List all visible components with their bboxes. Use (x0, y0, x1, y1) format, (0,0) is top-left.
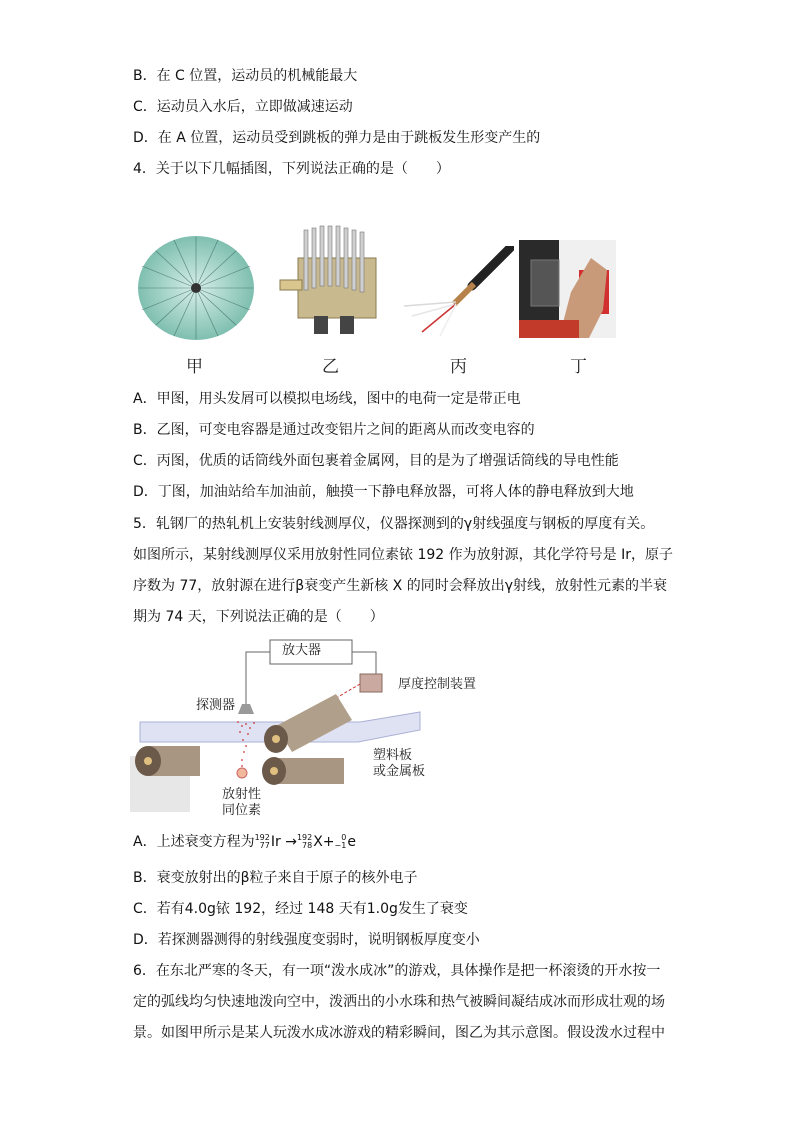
q6-stem-line3: 景。如图甲所示是某人玩泼水成冰游戏的精彩瞬间，图乙为其示意图。假设泼水过程中 (133, 1025, 665, 1041)
label-plate-line2: 或金属板 (373, 764, 426, 779)
electron-symbol: e (347, 834, 356, 850)
label-detector: 探测器 (196, 698, 236, 713)
ir-nuclide-indices: 192 77 (254, 833, 270, 850)
label-source-line2: 同位素 (222, 803, 262, 818)
q5-option-a (133, 832, 356, 852)
q6-stem-line2: 定的弧线均匀快速地泼向空中，泼洒出的小水珠和热气被瞬间凝结成冰而形成壮观的场 (133, 994, 665, 1010)
q4-option-a: A．甲图，用头发屑可以模拟电场线，图中的电荷一定是带正电 (133, 391, 521, 407)
label-thickness-controller: 厚度控制装置 (398, 677, 477, 692)
q4-option-b: B．乙图，可变电容器是通过改变铝片之间的距离从而改变电容的 (133, 422, 535, 438)
q4-option-d: D．丁图，加油站给车加油前，触摸一下静电释放器，可将人体的静电释放到大地 (133, 484, 634, 500)
figure-thickness-gauge (130, 636, 470, 822)
label-plate-line1: 塑料板 (373, 748, 413, 763)
caption-jia: 甲 (186, 357, 203, 377)
figure-ding-static-discharger (519, 240, 616, 338)
q5-option-d: D．若探测器测得的射线强度变弱时，说明钢板厚度变小 (133, 932, 480, 948)
x-symbol: X+ (313, 834, 335, 850)
ir-symbol: Ir (270, 834, 281, 850)
q5-option-c: C．若有4.0g铱 192，经过 148 天有1.0g发生了衰变 (133, 901, 468, 917)
caption-ding: 丁 (570, 357, 587, 377)
q4-stem: 4．关于以下几幅插图，下列说法正确的是（ ） (133, 161, 450, 177)
q5-stem-line3: 序数为 77，放射源在进行β衰变产生新核 X 的同时会释放出γ射线，放射性元素的半衰 (133, 578, 667, 594)
q5-option-b: B．衰变放射出的β粒子来自于原子的核外电子 (133, 870, 418, 886)
reaction-arrow: → (285, 834, 297, 850)
q5-stem-line1: 5．轧钢厂的热轧机上安装射线测厚仪，仪器探测到的γ射线强度与钢板的厚度有关。 (133, 516, 655, 532)
q3-option-b: B．在 C 位置，运动员的机械能最大 (133, 68, 358, 84)
figure-bing-shielded-cable (402, 246, 514, 342)
q5-stem-line2: 如图所示，某射线测厚仪采用放射性同位素铱 192 作为放射源，其化学符号是 Ir，原子 (133, 547, 673, 563)
x-nuclide-indices: 192 78 (296, 833, 313, 850)
q3-option-c: C．运动员入水后，立即做减速运动 (133, 99, 353, 115)
figure-yi-variable-capacitor (276, 218, 382, 342)
q3-option-d: D．在 A 位置，运动员受到跳板的弹力是由于跳板发生形变产生的 (133, 130, 541, 146)
caption-bing: 丙 (450, 357, 467, 377)
electron-indices: 0 −1 (334, 833, 347, 850)
q6-stem-line1: 6．在东北严寒的冬天，有一项“泼水成冰”的游戏，具体操作是把一杯滚烫的开水按一 (133, 963, 661, 979)
label-amplifier: 放大器 (282, 643, 322, 658)
q5-option-a-prefix: A．上述衰变方程为 (133, 834, 255, 850)
label-source-line1: 放射性 (222, 787, 262, 802)
q5-stem-line4: 期为 74 天，下列说法正确的是（ ） (133, 609, 384, 625)
figure-jia-field-lines (136, 236, 256, 344)
caption-yi: 乙 (322, 357, 339, 377)
q4-option-c: C．丙图，优质的话筒线外面包裹着金属网，目的是为了增强话筒线的导电性能 (133, 453, 619, 469)
